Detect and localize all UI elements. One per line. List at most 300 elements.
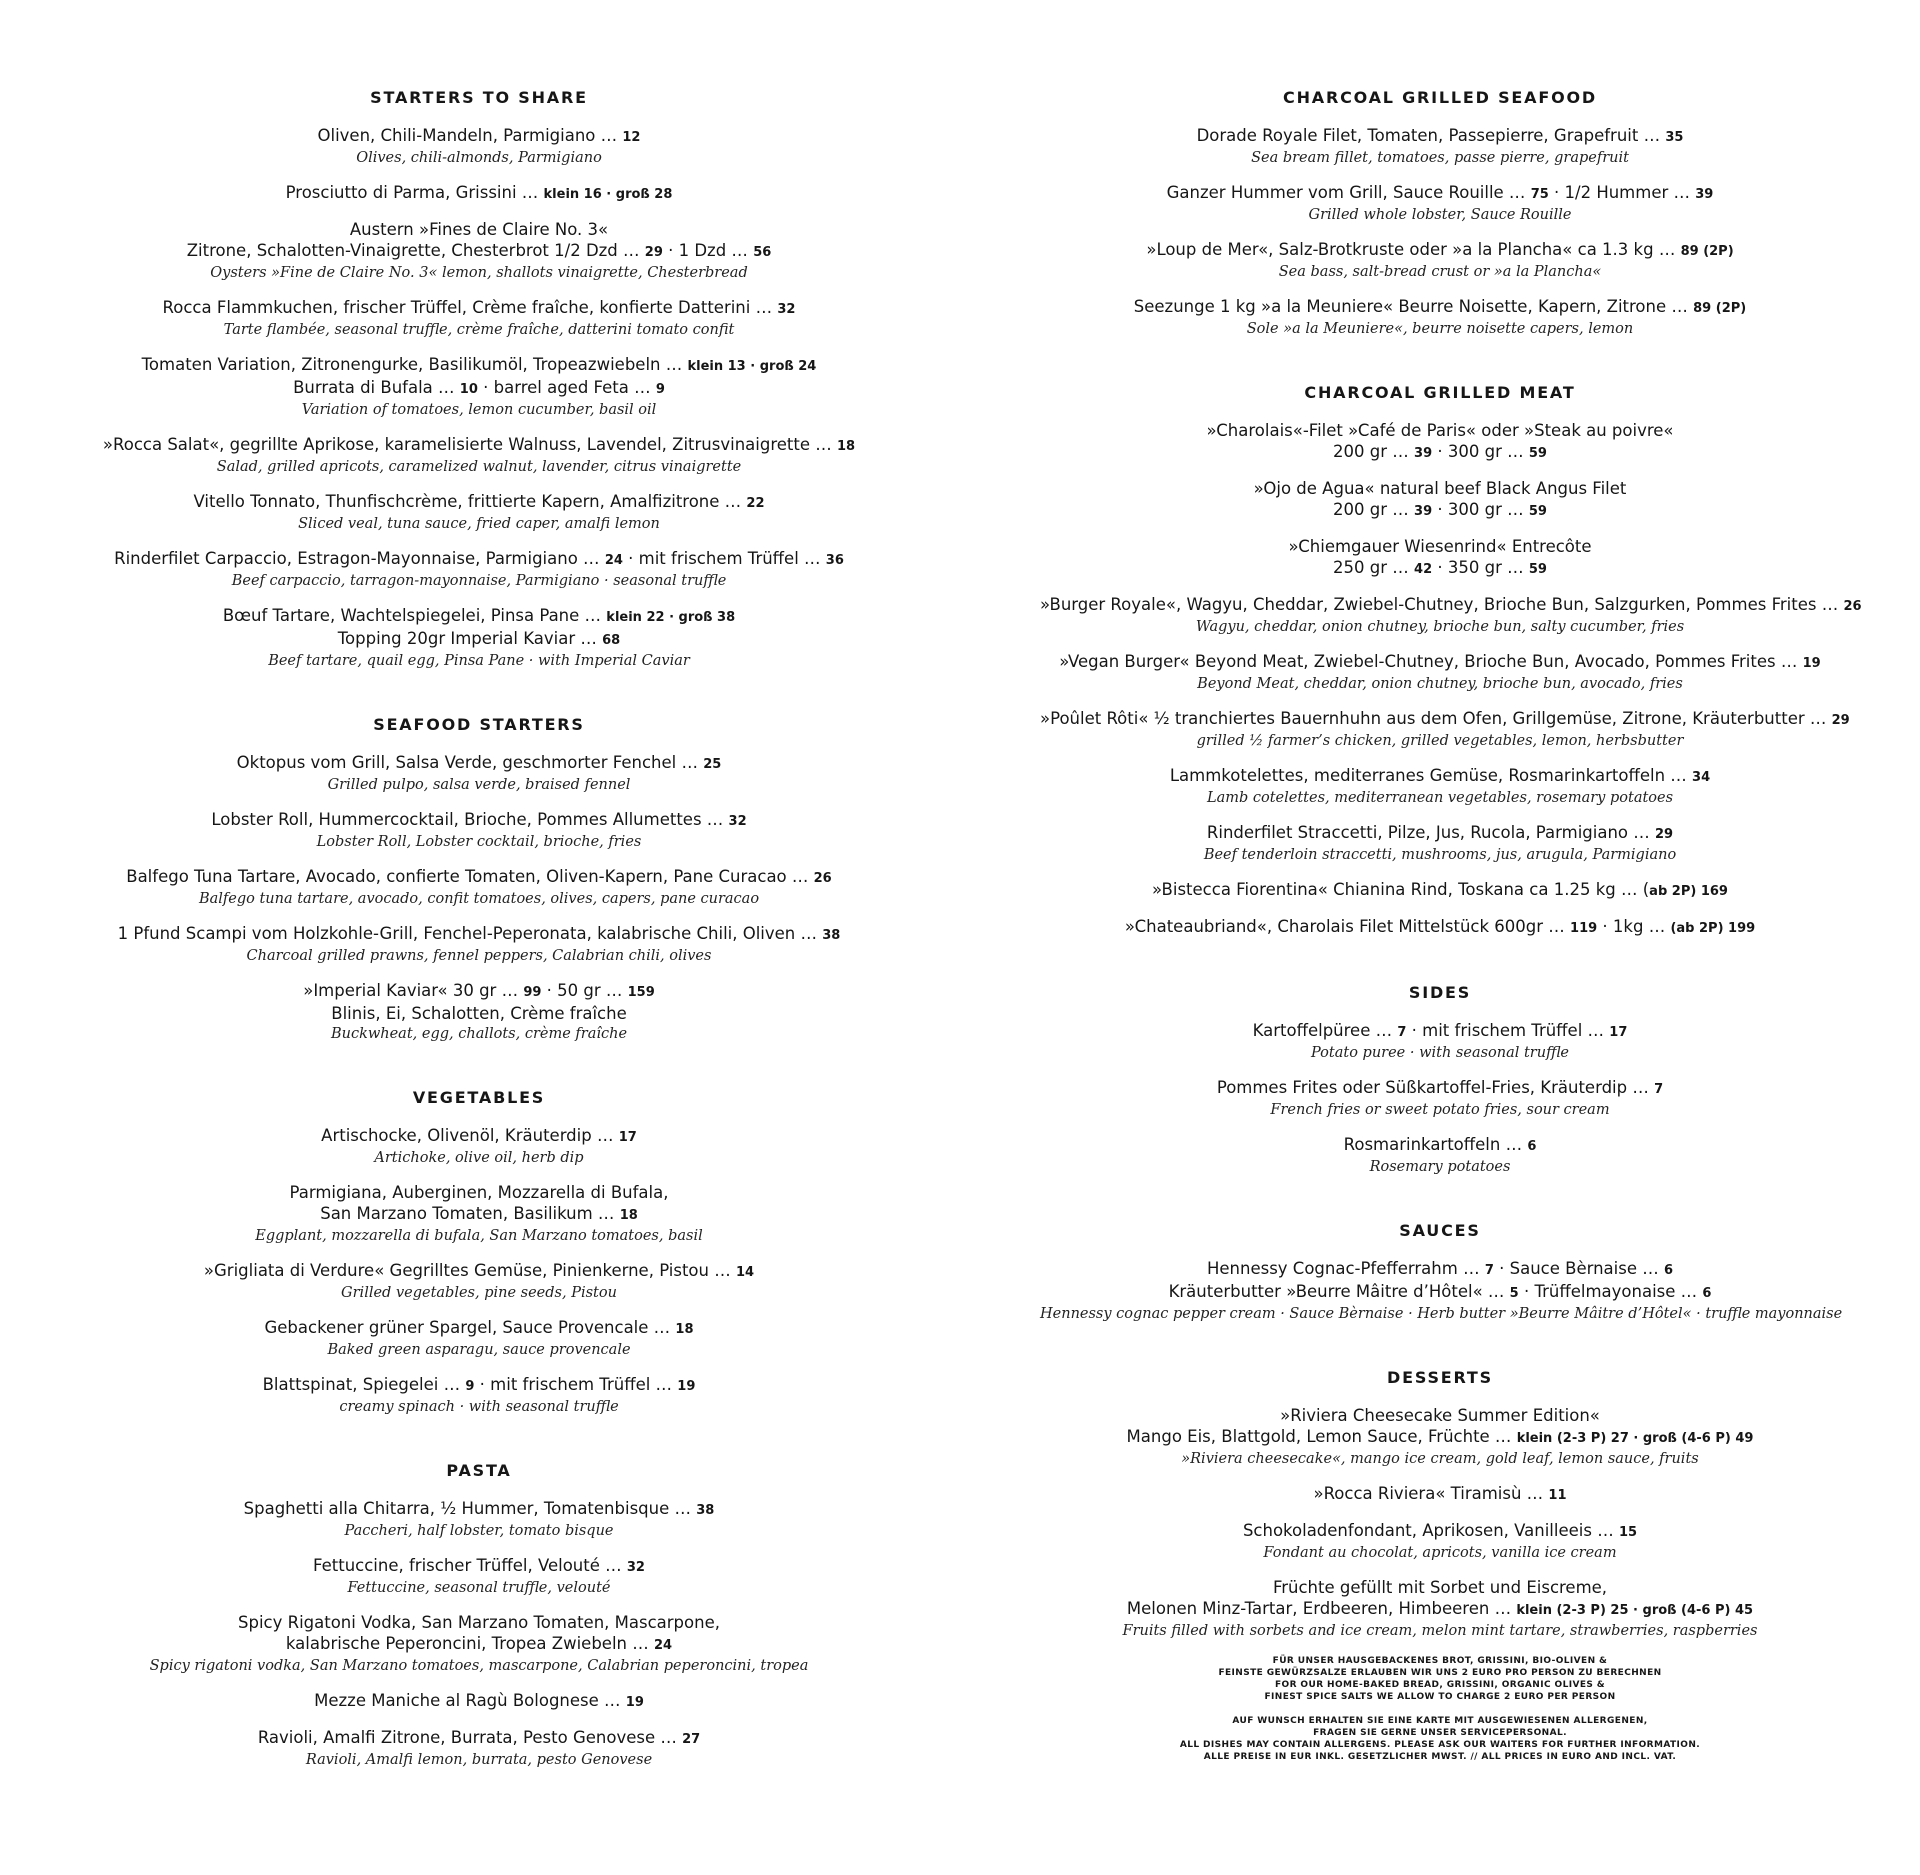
menu-item-line (84, 628, 874, 651)
dish-text: · 300 gr … (1432, 442, 1529, 461)
menu-item-translation: Spicy rigatoni vodka, San Marzano tomatoes, mascarpone, Calabrian peperoncini, tropea (149, 1658, 809, 1674)
section-title: SEAFOOD STARTERS (373, 715, 585, 734)
dish-text: Pommes Frites oder Süßkartoffel-Fries, Kräuterdip … (1216, 1078, 1655, 1097)
menu-item-line (84, 354, 874, 377)
menu-item-translation: Hennessy cognac pepper cream · Sauce Bèrnaise · Herb butter »Beurre Mâitre d’Hôtel« · truffle mayonnaise (1040, 1306, 1843, 1322)
price: klein 22 · groß 38 (606, 610, 736, 625)
menu-item (84, 752, 874, 795)
dish-text: Kartoffelpüree … (1252, 1021, 1398, 1040)
price: 29 (1655, 827, 1674, 842)
dish-text: Zitrone, Schalotten-Vinaigrette, Chesterbrot 1/2 Dzd … (186, 241, 645, 260)
menu-item (1040, 1020, 1840, 1063)
dish-text: Prosciutto di Parma, Grissini … (285, 183, 544, 202)
price: (ab 2P) 199 (1670, 921, 1756, 936)
menu-item (84, 219, 874, 283)
menu-item-line (1040, 822, 1840, 845)
menu-item-line (1040, 765, 1840, 788)
menu-item-translation: Sole »a la Meuniere«, beurre noisette capers, lemon (1246, 321, 1634, 337)
price: 68 (602, 633, 621, 648)
menu-item-translation: Ravioli, Amalfi lemon, burrata, pesto Genovese (305, 1752, 653, 1768)
dish-text: 200 gr … (1333, 442, 1415, 461)
dish-text: Artischocke, Olivenöl, Kräuterdip … (321, 1126, 619, 1145)
menu-item (1040, 1077, 1840, 1120)
menu-item-translation: Rosemary potatoes (1369, 1159, 1511, 1175)
footnote-line: AUF WUNSCH ERHALTEN SIE EINE KARTE MIT AUSGEWIESENEN ALLERGENEN, (1232, 1716, 1648, 1726)
menu-item-translation: Lobster Roll, Lobster cocktail, brioche, fries (316, 834, 642, 850)
menu-item (84, 491, 874, 534)
menu-item-line (84, 377, 874, 400)
price: 17 (618, 1130, 637, 1145)
menu-item-translation: Fettuccine, seasonal truffle, velouté (347, 1580, 611, 1596)
menu-item-line (84, 240, 874, 263)
price: 35 (1665, 130, 1684, 145)
menu-item-line (84, 1260, 874, 1283)
menu-item (1040, 296, 1840, 339)
menu-item-translation: grilled ½ farmer’s chicken, grilled vegetables, lemon, herbsbutter (1196, 733, 1684, 749)
section-title: SIDES (1408, 983, 1472, 1002)
section-title: DESSERTS (1387, 1368, 1493, 1387)
price: 19 (677, 1379, 696, 1394)
menu-item (84, 1374, 874, 1417)
price: 34 (1692, 770, 1711, 785)
footnote-line: FEINSTE GEWÜRZSALZE ERLAUBEN WIR UNS 2 EURO PRO PERSON ZU BERECHNEN (1218, 1668, 1662, 1678)
price: 25 (703, 757, 722, 772)
menu-item (1040, 822, 1840, 865)
price: 24 (653, 1638, 673, 1653)
dish-text: San Marzano Tomaten, Basilikum … (320, 1204, 620, 1223)
menu-item (1040, 420, 1840, 464)
dish-text: · Trüffelmayonaise … (1518, 1282, 1703, 1301)
menu-item-line (1040, 1520, 1840, 1543)
dish-text: »Bistecca Fiorentina« Chianina Rind, Toskana ca 1.25 kg … ( (1152, 880, 1650, 899)
dish-text: Blattspinat, Spiegelei … (262, 1375, 466, 1394)
section-spacer (1040, 1191, 1840, 1221)
menu-item-line (1040, 1281, 1840, 1304)
menu-item (1040, 239, 1840, 282)
menu-item-translation: creamy spinach · with seasonal truffle (339, 1399, 619, 1415)
menu-item-translation: Sliced veal, tuna sauce, fried caper, amalfi lemon (298, 516, 660, 532)
price: ab 2P) 169 (1649, 884, 1728, 899)
price: 7 (1397, 1025, 1407, 1040)
menu-item-line (1040, 1020, 1840, 1043)
menu-item-line (84, 1125, 874, 1148)
price: 29 (1831, 713, 1850, 728)
section-spacer (1040, 953, 1840, 983)
dish-text: Parmigiana, Auberginen, Mozzarella di Bufala, (289, 1183, 669, 1202)
dish-text: »Poûlet Rôti« ½ tranchiertes Bauernhuhn aus dem Ofen, Grillgemüse, Zitrone, Kräuterbutter … (1040, 709, 1832, 728)
price: 56 (753, 245, 772, 260)
section-sauces (1040, 1221, 1843, 1324)
menu-item (84, 125, 874, 168)
section-desserts (1040, 1368, 1840, 1641)
menu-item-line (84, 434, 874, 457)
section-starters-to-share (84, 88, 874, 671)
footnote-line: FÜR UNSER HAUSGEBACKENES BROT, GRISSINI, BIO-OLIVEN & (1272, 1656, 1608, 1666)
menu-item (1040, 708, 1850, 751)
menu-item-line (1040, 1077, 1840, 1100)
menu-item-line (1040, 536, 1840, 557)
menu-item-line (84, 491, 874, 514)
price: 38 (822, 928, 841, 943)
price: 6 (1702, 1286, 1712, 1301)
price: 99 (523, 985, 542, 1000)
menu-item-line (1040, 182, 1840, 205)
menu-item-translation: Beef carpaccio, tarragon-mayonnaise, Parmigiano · seasonal truffle (231, 573, 727, 589)
menu-item-line (84, 866, 874, 889)
menu-item-line (1040, 420, 1840, 441)
dish-text: Dorade Royale Filet, Tomaten, Passepierre, Grapefruit … (1196, 126, 1666, 145)
menu-item-translation: »Riviera cheesecake«, mango ice cream, gold leaf, lemon sauce, fruits (1181, 1451, 1699, 1467)
menu-item-line (1040, 1258, 1840, 1281)
dish-text: »Charolais«-Filet »Café de Paris« oder »Steak au poivre« (1206, 421, 1674, 440)
dish-text: Mango Eis, Blattgold, Lemon Sauce, Früchte … (1126, 1427, 1517, 1446)
price: 27 (682, 1732, 701, 1747)
dish-text: Austern »Fines de Claire No. 3« (349, 220, 609, 239)
dish-text: Schokoladenfondant, Aprikosen, Vanilleeis … (1242, 1521, 1619, 1540)
price: 75 (1530, 187, 1549, 202)
price: 18 (619, 1208, 638, 1223)
price: 6 (1663, 1263, 1674, 1278)
menu-item (84, 1260, 874, 1303)
dish-text: Vitello Tonnato, Thunfischcrème, frittierte Kapern, Amalfizitrone … (193, 492, 747, 511)
menu-item-line (84, 1555, 874, 1578)
menu-item-translation: Charcoal grilled prawns, fennel peppers, Calabrian chili, olives (246, 948, 712, 964)
menu-item-translation: Sea bream fillet, tomatoes, passe pierre, grapefruit (1251, 150, 1629, 166)
menu-item-translation: Buckwheat, egg, challots, crème fraîche (330, 1026, 628, 1042)
footnote-block (1040, 1715, 1840, 1763)
dish-text: · 50 gr … (541, 981, 628, 1000)
price: 15 (1618, 1525, 1638, 1540)
menu-item-line (84, 1317, 874, 1340)
menu-item-line (84, 923, 874, 946)
price: 5 (1509, 1286, 1519, 1301)
dish-text: · barrel aged Feta … (477, 378, 656, 397)
price: 59 (1528, 446, 1547, 461)
section-spacer (84, 1058, 874, 1088)
menu-item-line (1040, 239, 1840, 262)
menu-item-translation: Beef tenderloin straccetti, mushrooms, jus, arugula, Parmigiano (1203, 847, 1677, 863)
section-title: CHARCOAL GRILLED SEAFOOD (1283, 88, 1597, 107)
menu-item (84, 548, 874, 591)
dish-text: Ganzer Hummer vom Grill, Sauce Rouille … (1166, 183, 1531, 202)
menu-item-line (84, 1374, 874, 1397)
price: 9 (655, 382, 665, 397)
dish-text: Bœuf Tartare, Wachtelspiegelei, Pinsa Pane … (222, 606, 607, 625)
price: 36 (825, 553, 844, 568)
section-charcoal-grilled-meat (1040, 383, 1862, 939)
menu-item-line (84, 1203, 874, 1226)
dish-text: Blinis, Ei, Schalotten, Crème fraîche (331, 1004, 627, 1023)
footnote-line: ALLE PREISE IN EUR INKL. GESETZLICHER MWST. // ALL PRICES IN EURO AND INCL. VAT. (1203, 1752, 1677, 1762)
menu-item-translation: Balfego tuna tartare, avocado, confit tomatoes, olives, capers, pane curacao (198, 891, 760, 907)
dish-text: · mit frischem Trüffel … (1406, 1021, 1610, 1040)
dish-text: »Burger Royale«, Wagyu, Cheddar, Zwiebel-Chutney, Brioche Bun, Salzgurken, Pommes Frites … (1040, 595, 1844, 614)
menu-item-line (84, 1612, 874, 1633)
menu-item-translation: Fondant au chocolat, apricots, vanilla ice cream (1263, 1545, 1617, 1561)
menu-item-translation: Beef tartare, quail egg, Pinsa Pane · with Imperial Caviar (268, 653, 690, 669)
menu-item-translation: Baked green asparagu, sauce provencale (327, 1342, 631, 1358)
dish-text: · 300 gr … (1432, 500, 1529, 519)
menu-item (84, 923, 874, 966)
menu-item-line (1040, 1405, 1840, 1426)
dish-text: Seezunge 1 kg »a la Meuniere« Beurre Noisette, Kapern, Zitrone … (1133, 297, 1694, 316)
dish-text: Rinderfilet Straccetti, Pilze, Jus, Rucola, Parmigiano … (1206, 823, 1655, 842)
menu-item-line (1040, 879, 1840, 902)
menu-item-translation: Fruits filled with sorbets and ice cream, melon mint tartare, strawberries, raspberries (1122, 1623, 1758, 1639)
price: 159 (627, 985, 655, 1000)
price: 32 (626, 1560, 645, 1575)
price: 11 (1548, 1488, 1567, 1503)
menu-item-line (1040, 557, 1840, 580)
menu-item (84, 354, 874, 420)
dish-text: Fettuccine, frischer Trüffel, Velouté … (313, 1556, 627, 1575)
dish-text: Spicy Rigatoni Vodka, San Marzano Tomaten, Mascarpone, (238, 1613, 720, 1632)
price: 39 (1414, 504, 1433, 519)
price: 119 (1570, 921, 1598, 936)
price: 39 (1695, 187, 1714, 202)
menu-item (1040, 1577, 1840, 1641)
price: 29 (644, 245, 663, 260)
price: 89 (2P) (1680, 244, 1734, 259)
menu-item (84, 809, 874, 852)
menu-item-translation: Olives, chili-almonds, Parmigiano (356, 150, 602, 166)
dish-text: Burrata di Bufala … (293, 378, 460, 397)
price: 14 (735, 1265, 755, 1280)
dish-text: Früchte gefüllt mit Sorbet und Eiscreme, (1272, 1578, 1608, 1597)
dish-text: Rosmarinkartoffeln … (1343, 1135, 1528, 1154)
price: 38 (696, 1503, 715, 1518)
menu-item (1040, 765, 1840, 808)
menu-item-translation: Potato puree · with seasonal truffle (1311, 1045, 1569, 1061)
footnote-line: ALL DISHES MAY CONTAIN ALLERGENS. PLEASE ASK OUR WAITERS FOR FURTHER INFORMATION. (1179, 1740, 1701, 1750)
dish-text: Spaghetti alla Chitarra, ½ Hummer, Tomatenbisque … (243, 1499, 697, 1518)
menu-item-line (84, 548, 874, 571)
dish-text: Ravioli, Amalfi Zitrone, Burrata, Pesto Genovese … (257, 1728, 683, 1747)
price: klein 13 · groß 24 (687, 359, 817, 374)
price: 89 (2P) (1693, 301, 1747, 316)
dish-text: Kräuterbutter »Beurre Mâitre d’Hôtel« … (1168, 1282, 1510, 1301)
menu-item-line (84, 605, 874, 628)
menu-item-line (1040, 499, 1840, 522)
menu-item-translation: Grilled whole lobster, Sauce Rouille (1308, 207, 1572, 223)
dish-text: »Chiemgauer Wiesenrind« Entrecôte (1288, 537, 1592, 556)
price: 9 (465, 1379, 475, 1394)
price: klein (2-3 P) 25 · groß (4-6 P) 45 (1516, 1603, 1754, 1618)
dish-text: »Grigliata di Verdure« Gegrilltes Gemüse, Pinienkerne, Pistou … (203, 1261, 736, 1280)
menu-item-line (1040, 1426, 1840, 1449)
menu-item (1040, 478, 1840, 522)
dish-text: »Ojo de Agua« natural beef Black Angus Filet (1253, 479, 1627, 498)
menu-item-line (1040, 594, 1862, 617)
menu-item-translation: Artichoke, olive oil, herb dip (374, 1150, 584, 1166)
menu-item-translation: Beyond Meat, cheddar, onion chutney, brioche bun, avocado, fries (1197, 676, 1683, 692)
menu-item-line (84, 752, 874, 775)
dish-text: »Riviera Cheesecake Summer Edition« (1280, 1406, 1600, 1425)
price: 26 (813, 871, 832, 886)
price: 19 (1802, 656, 1821, 671)
dish-text: · 350 gr … (1432, 558, 1529, 577)
price: 18 (675, 1322, 694, 1337)
menu-item (84, 434, 874, 477)
dish-text: »Chateaubriand«, Charolais Filet Mittelstück 600gr … (1124, 917, 1571, 936)
menu-item-line (84, 219, 874, 240)
dish-text: Rocca Flammkuchen, frischer Trüffel, Crème fraîche, konfierte Datterini … (162, 298, 778, 317)
price: 17 (1609, 1025, 1628, 1040)
dish-text: 1 Pfund Scampi vom Holzkohle-Grill, Fenchel-Peperonata, kalabrische Chili, Oliven … (117, 924, 823, 943)
section-spacer (84, 685, 874, 715)
menu-item-line (84, 182, 874, 205)
section-title: PASTA (446, 1461, 512, 1480)
price: 32 (777, 302, 796, 317)
menu-item-translation: Eggplant, mozzarella di bufala, San Marzano tomatoes, basil (255, 1228, 703, 1244)
dish-text: 250 gr … (1333, 558, 1415, 577)
price: 6 (1527, 1139, 1537, 1154)
menu-item (84, 1612, 874, 1676)
dish-text: Gebackener grüner Spargel, Sauce Provencale … (264, 1318, 676, 1337)
menu-item (84, 182, 874, 205)
menu-item-translation: Sea bass, salt-bread crust or »a la Plancha« (1278, 264, 1602, 280)
price: 39 (1414, 446, 1433, 461)
price: 7 (1484, 1263, 1494, 1278)
price: 26 (1843, 599, 1862, 614)
menu-item (84, 866, 874, 909)
dish-text: Lammkotelettes, mediterranes Gemüse, Rosmarinkartoffeln … (1169, 766, 1693, 785)
dish-text: · mit frischem Trüffel … (622, 549, 826, 568)
dish-text: · 1kg … (1597, 917, 1671, 936)
menu-item-translation: Salad, grilled apricots, caramelized walnut, lavender, citrus vinaigrette (216, 459, 742, 475)
menu-item-line (1040, 1483, 1840, 1506)
dish-text: »Rocca Riviera« Tiramisù … (1313, 1484, 1549, 1503)
price: 24 (604, 553, 623, 568)
menu-item-line (1040, 1134, 1840, 1157)
section-title: VEGETABLES (412, 1088, 546, 1107)
menu-item-line (1040, 1577, 1840, 1598)
menu-item-line (84, 1003, 874, 1024)
section-spacer (1040, 1338, 1840, 1368)
price: 18 (836, 439, 856, 454)
menu-item-line (84, 297, 874, 320)
section-seafood-starters (84, 715, 874, 1044)
dish-text: »Loup de Mer«, Salz-Brotkruste oder »a la Plancha« ca 1.3 kg … (1146, 240, 1681, 259)
price: 59 (1528, 504, 1547, 519)
menu-item (1040, 536, 1840, 580)
menu-item (1040, 182, 1840, 225)
price: klein (2-3 P) 27 · groß (4-6 P) 49 (1516, 1431, 1754, 1446)
section-title: STARTERS TO SHARE (370, 88, 588, 107)
menu-item (1040, 1258, 1843, 1324)
section-spacer (84, 1431, 874, 1461)
dish-text: Oktopus vom Grill, Salsa Verde, geschmorter Fenchel … (236, 753, 704, 772)
price: 22 (746, 496, 765, 511)
menu-item (1040, 651, 1840, 694)
menu-item-line (84, 125, 874, 148)
menu-item-line (1040, 478, 1840, 499)
menu-item-line (84, 1182, 874, 1203)
menu-item-line (84, 809, 874, 832)
dish-text: Mezze Maniche al Ragù Bolognese … (314, 1691, 626, 1710)
section-vegetables (84, 1088, 874, 1417)
dish-text: Oliven, Chili-Mandeln, Parmigiano … (317, 126, 623, 145)
menu-item-translation: French fries or sweet potato fries, sour cream (1270, 1102, 1610, 1118)
dish-text: Melonen Minz-Tartar, Erdbeeren, Himbeeren … (1126, 1599, 1517, 1618)
menu-item-translation: Lamb cotelettes, mediterranean vegetables, rosemary potatoes (1206, 790, 1674, 806)
section-title: SAUCES (1399, 1221, 1481, 1240)
menu-item-line (84, 980, 874, 1003)
menu-item (84, 1498, 874, 1541)
menu-item-line (1040, 651, 1840, 674)
menu-item-translation: Tarte flambée, seasonal truffle, crème fraîche, datterini tomato confit (223, 322, 735, 338)
price: 59 (1528, 562, 1547, 577)
menu-item-translation: Grilled pulpo, salsa verde, braised fennel (327, 777, 631, 793)
section-title: CHARCOAL GRILLED MEAT (1304, 383, 1576, 402)
price: klein 16 · groß 28 (543, 187, 673, 202)
dish-text: Balfego Tuna Tartare, Avocado, confierte Tomaten, Oliven-Kapern, Pane Curacao … (126, 867, 814, 886)
menu-item (84, 1555, 874, 1598)
menu-item-translation: Grilled vegetables, pine seeds, Pistou (341, 1285, 617, 1301)
menu-item (1040, 594, 1862, 637)
menu-item-line (1040, 1598, 1840, 1621)
footnote-block (1040, 1655, 1840, 1703)
menu-item (84, 1727, 874, 1770)
price: 19 (625, 1695, 644, 1710)
menu-item-line (1040, 916, 1840, 939)
dish-text: · Sauce Bèrnaise … (1493, 1259, 1664, 1278)
section-charcoal-grilled-seafood (1040, 88, 1840, 339)
footnote-line: FOR OUR HOME-BAKED BREAD, GRISSINI, ORGANIC OLIVES & (1274, 1680, 1606, 1690)
dish-text: Rinderfilet Carpaccio, Estragon-Mayonnaise, Parmigiano … (114, 549, 605, 568)
dish-text: »Imperial Kaviar« 30 gr … (303, 981, 524, 1000)
footnotes (1040, 1655, 1840, 1763)
price: 10 (459, 382, 478, 397)
menu-item-translation: Oysters »Fine de Claire No. 3« lemon, shallots vinaigrette, Chesterbread (210, 265, 748, 281)
menu-item (84, 605, 874, 671)
footnote-line: FINEST SPICE SALTS WE ALLOW TO CHARGE 2 EURO PER PERSON (1264, 1692, 1616, 1702)
left-column (84, 88, 874, 1784)
menu-item-line (1040, 441, 1840, 464)
menu-item (84, 980, 874, 1044)
menu-item (84, 297, 874, 340)
menu-item-line (84, 1690, 874, 1713)
dish-text: · 1/2 Hummer … (1548, 183, 1696, 202)
footnote-line: FRAGEN SIE GERNE UNSER SERVICEPERSONAL. (1313, 1728, 1567, 1738)
dish-text: Tomaten Variation, Zitronengurke, Basilikumöl, Tropeazwiebeln … (141, 355, 688, 374)
dish-text: 200 gr … (1333, 500, 1415, 519)
dish-text: »Rocca Salat«, gegrillte Aprikose, karamelisierte Walnuss, Lavendel, Zitrusvinaigrette … (102, 435, 837, 454)
dish-text: Hennessy Cognac-Pfefferrahm … (1206, 1259, 1485, 1278)
section-spacer (1040, 353, 1840, 383)
dish-text: Lobster Roll, Hummercocktail, Brioche, Pommes Allumettes … (211, 810, 729, 829)
menu-item (1040, 1134, 1840, 1177)
menu-item (1040, 879, 1840, 902)
menu-item (1040, 125, 1840, 168)
menu-item (1040, 1405, 1840, 1469)
menu-item-line (84, 1498, 874, 1521)
price: 42 (1414, 562, 1433, 577)
section-sides (1040, 983, 1840, 1177)
price: 32 (728, 814, 747, 829)
menu-item-line (84, 1727, 874, 1750)
menu-item (1040, 1520, 1840, 1563)
dish-text: Topping 20gr Imperial Kaviar … (337, 629, 603, 648)
dish-text: · 1 Dzd … (662, 241, 754, 260)
menu-item (84, 1125, 874, 1168)
section-pasta (84, 1461, 874, 1770)
menu-item (1040, 916, 1840, 939)
menu-item (1040, 1483, 1840, 1506)
menu-item-line (1040, 708, 1850, 731)
menu-item-line (1040, 125, 1840, 148)
menu-item-translation: Variation of tomatoes, lemon cucumber, basil oil (301, 402, 657, 418)
